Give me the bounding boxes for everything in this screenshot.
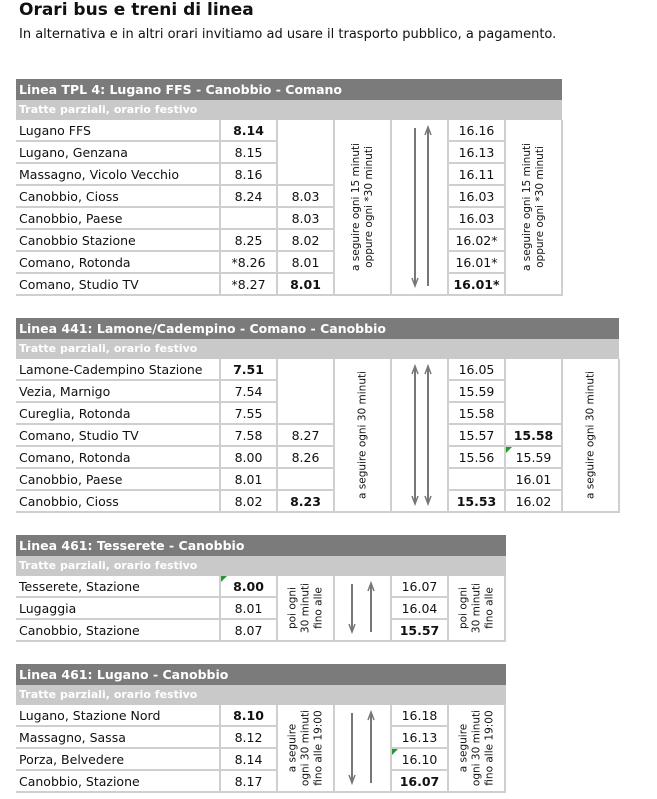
table-header: Linea 461: Tesserete - Canobbio <box>16 535 506 556</box>
return-time: 16.01 <box>506 469 563 491</box>
departure-time: 8.26 <box>278 447 335 469</box>
stop-name: Canobbio Stazione <box>16 230 221 252</box>
table-header: Linea 461: Lugano - Canobbio <box>16 664 506 685</box>
departure-time: 8.03 <box>278 208 335 230</box>
return-time-value: 15.59 <box>515 450 552 465</box>
return-time: 16.01* <box>449 274 506 296</box>
frequency-note <box>449 576 506 642</box>
return-time: 16.02* <box>449 230 506 252</box>
page-intro: In alternativa e in altri orari invitiamo ad usare il trasporto pubblico, a pagamento. <box>19 27 557 42</box>
frequency-note-text: a seguire ogni 15 minuti oppure ogni *30 minuti <box>349 142 375 272</box>
return-time: 15.58 <box>506 425 563 447</box>
departure-time: 8.03 <box>278 186 335 208</box>
table-subheader: Tratte parziali, orario festivo <box>16 685 506 705</box>
stop-name: Canobbio, Stazione <box>16 620 221 642</box>
frequency-note <box>506 120 563 296</box>
stop-name: Tesserete, Stazione <box>16 576 221 598</box>
stop-name: Lugaggia <box>16 598 221 620</box>
timetable-grid <box>16 359 619 513</box>
stop-name: Comano, Studio TV <box>16 425 221 447</box>
stop-name: Vezia, Marnigo <box>16 381 221 403</box>
departure-time: 7.51 <box>221 359 278 381</box>
timetable-grid <box>16 120 562 296</box>
frequency-note-text: poi ogni 30 minuti fino alle <box>286 582 324 634</box>
up-down-arrows-icon <box>392 120 447 294</box>
direction-arrows <box>335 576 392 642</box>
up-down-arrows-icon <box>335 576 390 640</box>
departure-time: 8.27 <box>278 425 335 447</box>
stop-name: Canobbio, Stazione <box>16 771 221 793</box>
table-subheader: Tratte parziali, orario festivo <box>16 100 562 120</box>
table-tpl4 <box>16 79 562 296</box>
return-time: 15.59 <box>449 381 506 403</box>
departure-time: 8.07 <box>221 620 278 642</box>
frequency-note <box>278 576 335 642</box>
departure-time: 8.02 <box>221 491 278 513</box>
stop-name: Porza, Belvedere <box>16 749 221 771</box>
direction-arrows <box>392 120 449 296</box>
page-title: Orari bus e treni di linea <box>19 0 254 20</box>
frequency-note <box>563 359 620 513</box>
marker-icon <box>392 749 398 755</box>
departure-time: 8.01 <box>278 252 335 274</box>
table-header: Linea 441: Lamone/Cadempino - Comano - Canobbio <box>16 318 619 339</box>
table-subheader: Tratte parziali, orario festivo <box>16 556 506 576</box>
return-time: 15.56 <box>449 447 506 469</box>
departure-time: 7.58 <box>221 425 278 447</box>
departure-time: 8.01 <box>221 598 278 620</box>
up-down-arrows-icon <box>335 705 390 791</box>
return-time: 16.07 <box>392 576 449 598</box>
frequency-note <box>335 359 392 513</box>
stop-name: Canobbio, Cioss <box>16 491 221 513</box>
frequency-note-text: a seguire ogni 30 minuti <box>356 370 368 500</box>
stop-name: Lugano, Stazione Nord <box>16 705 221 727</box>
return-time: 15.57 <box>449 425 506 447</box>
return-time: 16.02 <box>506 491 563 513</box>
frequency-note-text: a seguire ogni 30 minuti fino alle 19:00 <box>457 709 495 787</box>
return-time: 16.03 <box>449 208 506 230</box>
return-time: 16.11 <box>449 164 506 186</box>
up-down-arrows-icon <box>392 359 447 511</box>
departure-time: 8.01 <box>278 274 335 296</box>
stop-name: Canobbio, Paese <box>16 208 221 230</box>
departure-time: 7.54 <box>221 381 278 403</box>
stop-name: Canobbio, Paese <box>16 469 221 491</box>
return-time <box>392 749 449 771</box>
departure-time: 8.10 <box>221 705 278 727</box>
frequency-note-text: poi ogni 30 minuti fino alle <box>457 582 495 634</box>
frequency-note <box>335 120 392 296</box>
return-time: 16.05 <box>449 359 506 381</box>
stop-name: Massagno, Vicolo Vecchio <box>16 164 221 186</box>
departure-time: 7.55 <box>221 403 278 425</box>
stop-name: Massagno, Sassa <box>16 727 221 749</box>
direction-arrows <box>335 705 392 793</box>
timetable-grid <box>16 576 506 642</box>
table-header: Linea TPL 4: Lugano FFS - Canobbio - Comano <box>16 79 562 100</box>
departure-time-value: 8.00 <box>233 579 264 594</box>
stop-name: Lugano, Genzana <box>16 142 221 164</box>
return-time: 16.16 <box>449 120 506 142</box>
stop-name: Lugano FFS <box>16 120 221 142</box>
return-time: 16.13 <box>392 727 449 749</box>
direction-arrows <box>392 359 449 513</box>
table-461-tesserete <box>16 535 506 642</box>
stop-name: Comano, Rotonda <box>16 447 221 469</box>
return-time: 16.01* <box>449 252 506 274</box>
table-461-lugano <box>16 664 506 793</box>
table-subheader: Tratte parziali, orario festivo <box>16 339 619 359</box>
departure-time: 8.00 <box>221 447 278 469</box>
departure-time: 8.17 <box>221 771 278 793</box>
stop-name: Lamone-Cadempino Stazione <box>16 359 221 381</box>
return-time: 16.18 <box>392 705 449 727</box>
timetable-grid <box>16 705 506 793</box>
return-time: 16.07 <box>392 771 449 793</box>
table-441 <box>16 318 619 513</box>
frequency-note-text: a seguire ogni 30 minuti fino alle 19:00 <box>286 709 324 787</box>
departure-time <box>221 576 278 598</box>
departure-time: *8.27 <box>221 274 278 296</box>
departure-time <box>278 469 335 491</box>
frequency-note <box>449 705 506 793</box>
return-time: 16.03 <box>449 186 506 208</box>
departure-time <box>221 208 278 230</box>
time-column-d <box>506 359 563 425</box>
marker-icon <box>221 576 227 582</box>
return-time <box>506 447 563 469</box>
departure-time: 8.16 <box>221 164 278 186</box>
departure-time: 8.01 <box>221 469 278 491</box>
time-column-b <box>278 120 335 186</box>
return-time: 15.53 <box>449 491 506 513</box>
marker-icon <box>506 447 512 453</box>
stop-name: Comano, Rotonda <box>16 252 221 274</box>
departure-time: 8.12 <box>221 727 278 749</box>
return-time <box>449 469 506 491</box>
frequency-note-text: a seguire ogni 30 minuti <box>584 370 596 500</box>
departure-time: 8.24 <box>221 186 278 208</box>
departure-time: 8.15 <box>221 142 278 164</box>
return-time: 15.58 <box>449 403 506 425</box>
frequency-note <box>278 705 335 793</box>
return-time: 16.04 <box>392 598 449 620</box>
departure-time: 8.14 <box>221 120 278 142</box>
departure-time: 8.25 <box>221 230 278 252</box>
stop-name: Comano, Studio TV <box>16 274 221 296</box>
return-time: 15.57 <box>392 620 449 642</box>
frequency-note-text: a seguire ogni 15 minuti oppure ogni *30 minuti <box>520 142 546 272</box>
stop-name: Canobbio, Cioss <box>16 186 221 208</box>
return-time-value: 16.10 <box>401 752 438 767</box>
departure-time: 8.02 <box>278 230 335 252</box>
departure-time: 8.23 <box>278 491 335 513</box>
stop-name: Cureglia, Rotonda <box>16 403 221 425</box>
time-column-b <box>278 359 335 425</box>
departure-time: *8.26 <box>221 252 278 274</box>
return-time: 16.13 <box>449 142 506 164</box>
departure-time: 8.14 <box>221 749 278 771</box>
